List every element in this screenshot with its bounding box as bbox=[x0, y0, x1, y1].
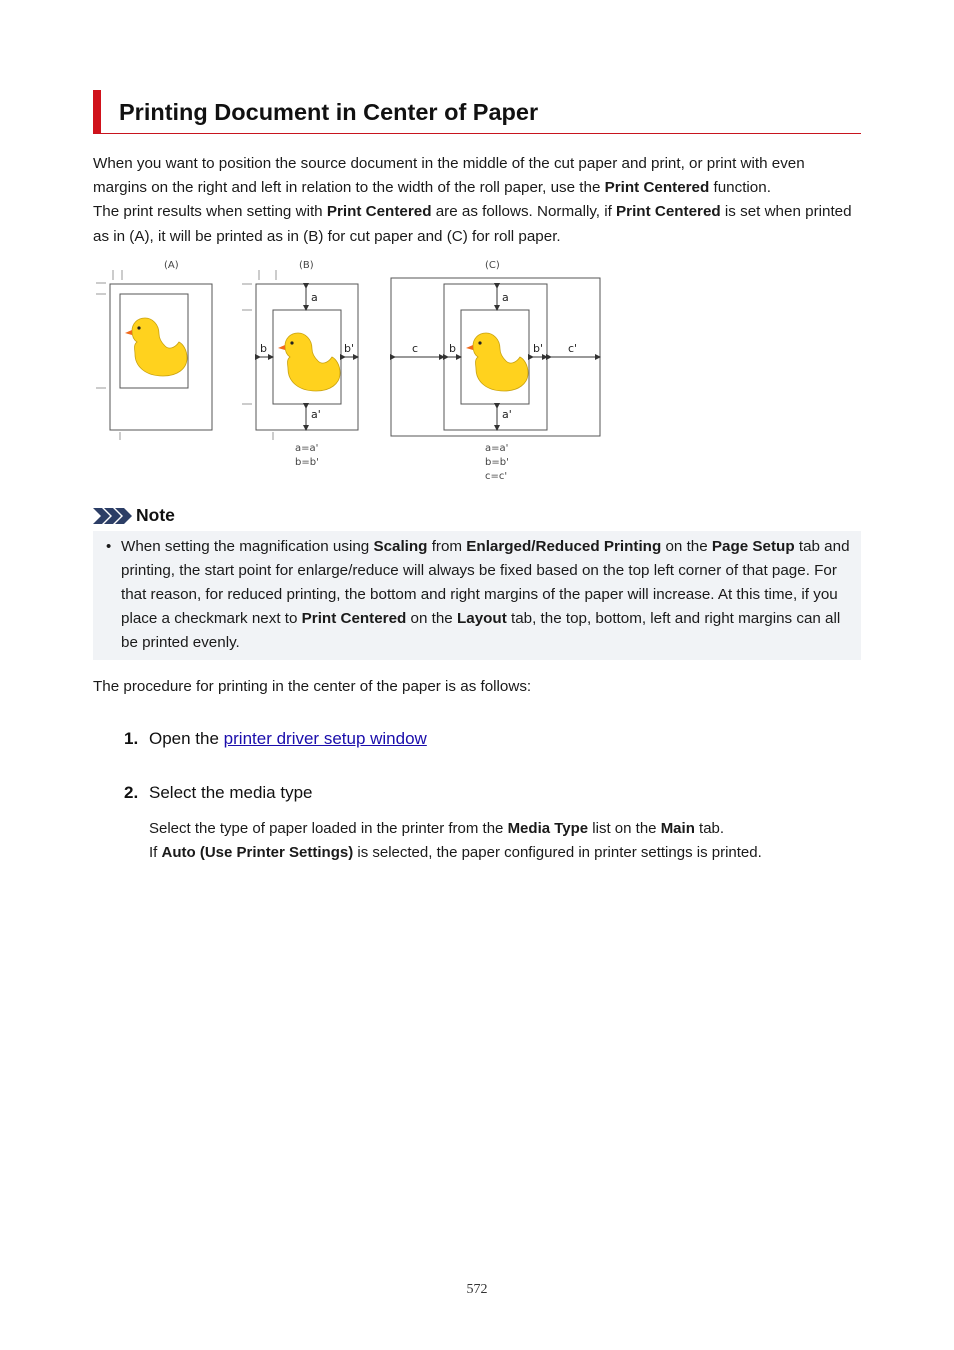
dim-b-b: b bbox=[260, 342, 267, 355]
step-1-text bbox=[149, 729, 427, 749]
eq-c-c: c=c' bbox=[485, 471, 508, 482]
step-body-span: tab. bbox=[694, 820, 725, 837]
note-span: on the bbox=[661, 538, 712, 555]
dim-a-b: a bbox=[311, 291, 318, 304]
paper-b bbox=[242, 270, 358, 440]
dim-a-c: a bbox=[502, 291, 509, 304]
note-chevrons-icon bbox=[93, 508, 133, 524]
intro-bold: Print Centered bbox=[326, 203, 432, 221]
note-span: on the bbox=[406, 610, 457, 627]
label-a: (A) bbox=[164, 260, 179, 271]
note-span: tab and printing, the start point for enlarge/reduce will always be fixed based on the top left corner of that page. For that reason, for reduced printing, the bottom and right margins of the paper will increase. At this time, if you place a checkmark next to bbox=[121, 538, 850, 627]
label-c: (C) bbox=[485, 260, 500, 271]
step-body-span: Select the type of paper loaded in the printer from the bbox=[149, 820, 508, 837]
note-span: tab, the top, bottom, left and right margins can all be printed evenly. bbox=[121, 610, 841, 651]
note-bullet: • bbox=[106, 538, 112, 555]
step-body-span: list on the bbox=[588, 820, 661, 837]
intro-text: is set when printed as in (A), it will be printed as in (B) for cut paper and (C) for roll paper. bbox=[93, 203, 852, 245]
dim-c-prime-c: c' bbox=[568, 342, 578, 355]
note-span: When setting the magnification using bbox=[121, 538, 374, 555]
note-heading-label: Note bbox=[136, 505, 175, 525]
heading-accent-bar bbox=[93, 90, 101, 133]
step-body-bold: Auto (Use Printer Settings) bbox=[161, 843, 354, 861]
note-bold: Print Centered bbox=[301, 610, 407, 627]
step-2-number: 2. bbox=[124, 783, 139, 802]
step-body-bold: Main bbox=[660, 820, 695, 837]
paper-c bbox=[391, 278, 600, 436]
eq-b-c: b=b' bbox=[485, 457, 509, 468]
eq-a-b: a=a' bbox=[295, 443, 319, 454]
eq-a-c: a=a' bbox=[485, 443, 509, 454]
procedure-intro: The procedure for printing in the center of the paper is as follows: bbox=[93, 678, 532, 695]
step-2-body bbox=[149, 817, 859, 864]
dim-a-prime-c: a' bbox=[502, 408, 512, 421]
label-b: (B) bbox=[299, 260, 314, 271]
print-centered-diagram bbox=[92, 256, 612, 488]
dim-b-c: b bbox=[449, 342, 456, 355]
step-body-span: is selected, the paper configured in printer settings is printed. bbox=[353, 843, 762, 861]
note-bold: Scaling bbox=[373, 538, 428, 555]
printer-driver-setup-link[interactable]: printer driver setup window bbox=[223, 729, 427, 748]
intro-text: function. bbox=[709, 179, 771, 197]
dim-b-prime-b: b' bbox=[344, 342, 355, 355]
intro-text: are as follows. Normally, if bbox=[431, 203, 617, 221]
note-bold: Page Setup bbox=[711, 538, 795, 555]
eq-b-b: b=b' bbox=[295, 457, 319, 468]
dim-b-prime-c: b' bbox=[533, 342, 544, 355]
page-number: 572 bbox=[466, 1282, 488, 1297]
page-title: Printing Document in Center of Paper bbox=[119, 99, 539, 125]
section-heading bbox=[93, 90, 861, 134]
step-1-label: Open the bbox=[149, 729, 224, 748]
intro-paragraph bbox=[93, 152, 861, 249]
step-body-span: If bbox=[149, 843, 162, 861]
dim-a-prime-b: a' bbox=[311, 408, 321, 421]
dim-c-c: c bbox=[412, 342, 419, 355]
intro-bold: Print Centered bbox=[604, 179, 710, 197]
step-1-number: 1. bbox=[124, 729, 139, 748]
step-2-text: Select the media type bbox=[149, 783, 313, 802]
intro-text: When you want to position the source document in the middle of the cut paper and print, or print with even margins on the right and left in relation to the width of the roll paper, use the bbox=[93, 155, 805, 197]
note-bold: Layout bbox=[456, 610, 507, 627]
intro-bold: Print Centered bbox=[616, 203, 721, 221]
step-body-bold: Media Type bbox=[507, 820, 589, 837]
paper-a bbox=[96, 270, 212, 440]
intro-text: The print results when setting with bbox=[93, 203, 327, 221]
note-bold: Enlarged/Reduced Printing bbox=[466, 538, 662, 555]
note-text bbox=[121, 535, 859, 655]
note-span: from bbox=[427, 538, 467, 555]
